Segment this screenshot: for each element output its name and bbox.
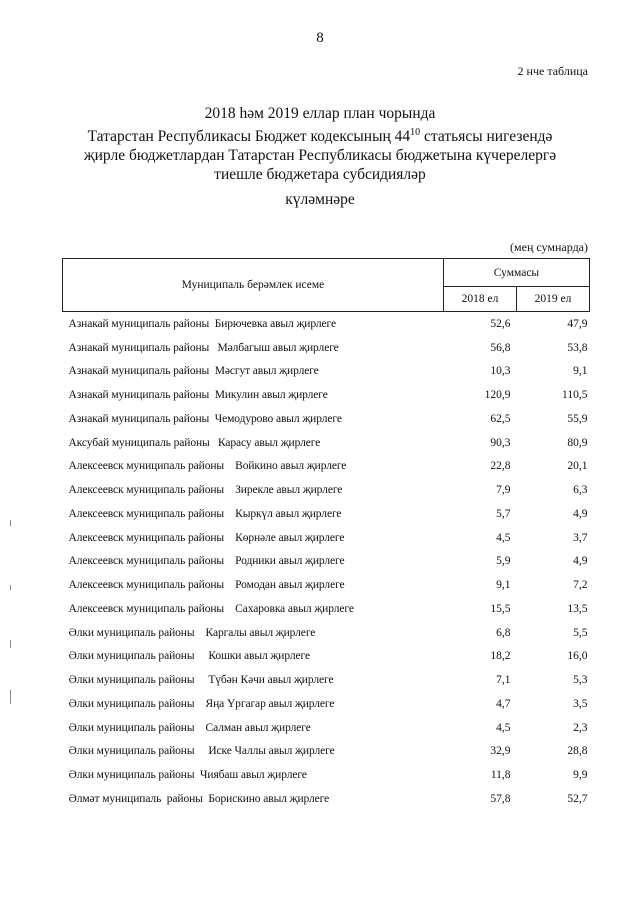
scan-mark — [10, 640, 11, 648]
amount-2018-cell: 5,7 — [496, 507, 511, 520]
municipality-name-cell: Әлки муниципаль районы Иске Чаллы авыл җирлеге — [68, 745, 335, 758]
amount-2019-cell: 47,9 — [567, 317, 588, 330]
amount-2019-cell: 110,5 — [562, 389, 588, 402]
amount-2019-cell: 2,3 — [573, 721, 588, 734]
table-row — [63, 407, 590, 431]
municipality-name-cell: Алексеевск муниципаль районы Кыркүл авыл җирлеге — [68, 507, 342, 520]
municipality-name-cell: Әлки муниципаль районы Яңа Үргагар авыл җирлеге — [68, 697, 335, 710]
municipality-name-cell: Алексеевск муниципаль районы Көрнәле авыл җирлеге — [68, 531, 345, 544]
table-row — [63, 763, 590, 787]
scan-mark — [10, 690, 11, 704]
scan-mark — [10, 520, 11, 526]
title-line-2-tail: статьясы нигезендә — [420, 128, 553, 146]
document-title — [0, 104, 640, 209]
municipality-name-cell: Әлки муниципаль районы Түбән Кәчи авыл җирлеге — [68, 674, 334, 687]
amount-2019-cell: 3,5 — [573, 697, 588, 710]
amount-2019-cell: 20,1 — [567, 460, 588, 473]
amount-2018-cell: 7,9 — [496, 484, 511, 497]
municipality-name-cell: Азнакай муниципаль районы Мәлбагыш авыл җирлеге — [68, 341, 339, 354]
municipality-name-cell: Аксубай муниципаль районы Карасу авыл җирлеге — [68, 436, 321, 449]
subsidies-table — [62, 258, 590, 811]
column-header-2019: 2019 ел — [517, 287, 590, 312]
amount-2018-cell: 56,8 — [490, 341, 511, 354]
amount-2019-cell: 3,7 — [573, 531, 588, 544]
municipality-name-cell: Азнакай муниципаль районы Чемодурово авыл җирлеге — [68, 412, 342, 425]
amount-2018-cell: 22,8 — [490, 460, 511, 473]
table-row — [63, 550, 590, 574]
table-row — [63, 645, 590, 669]
amount-2018-cell: 11,8 — [490, 769, 511, 782]
title-line-2-text: Татарстан Республикасы Бюджет кодексының 44 — [87, 128, 411, 146]
municipality-name-cell: Әлки муниципаль районы Чиябаш авыл җирлеге — [68, 769, 307, 782]
title-line-3: җирле бюджетлардан Татарстан Республикасы бюджетына күчерелергә — [83, 147, 557, 165]
municipality-name-cell: Азнакай муниципаль районы Микулин авыл җирлеге — [68, 389, 328, 402]
amount-2019-cell: 80,9 — [567, 436, 588, 449]
municipality-name-cell: Әлки муниципаль районы Салман авыл җирлеге — [68, 721, 311, 734]
table-row — [63, 526, 590, 550]
table-annex-label: 2 нче таблица — [517, 64, 588, 78]
table-row — [63, 431, 590, 455]
title-line-2 — [0, 123, 640, 146]
municipality-name-cell: Алексеевск муниципаль районы Сахаровка авыл җирлеге — [68, 602, 354, 615]
column-header-sum: Суммасы — [443, 259, 589, 287]
municipality-name-cell: Әлки муниципаль районы Кошки авыл җирлеге — [68, 650, 310, 663]
table-row — [63, 597, 590, 621]
scan-mark — [10, 585, 11, 590]
column-header-municipality: Муниципаль берәмлек исеме — [63, 259, 444, 312]
column-header-2018: 2018 ел — [443, 287, 516, 312]
amount-2018-cell: 52,6 — [490, 317, 511, 330]
amount-2018-cell: 6,8 — [496, 626, 511, 639]
table-row — [63, 478, 590, 502]
municipality-name-cell: Алексеевск муниципаль районы Зирекле авыл җирлеге — [68, 484, 343, 497]
table-row — [63, 502, 590, 526]
amount-2018-cell: 9,1 — [496, 579, 511, 592]
table-row — [63, 692, 590, 716]
amount-2019-cell: 4,9 — [573, 555, 588, 568]
table-row — [63, 716, 590, 740]
municipality-name-cell: Алексеевск муниципаль районы Родники авыл җирлеге — [68, 555, 345, 568]
amount-2018-cell: 4,5 — [496, 531, 511, 544]
amount-2018-cell: 5,9 — [496, 555, 511, 568]
table-row — [63, 360, 590, 384]
table-row — [63, 787, 590, 811]
amount-2018-cell: 57,8 — [490, 792, 511, 805]
municipality-name-cell: Азнакай муниципаль районы Бирючевка авыл җирлеге — [68, 317, 336, 330]
page-number: 8 — [316, 30, 324, 46]
table-row — [63, 383, 590, 407]
municipality-name-cell: Әлки муниципаль районы Каргалы авыл җирлеге — [68, 626, 316, 639]
table-row — [63, 573, 590, 597]
amount-2019-cell: 55,9 — [567, 412, 588, 425]
amount-2019-cell: 7,2 — [573, 579, 588, 592]
table-row — [63, 740, 590, 764]
title-line-2-superscript: 10 — [410, 127, 421, 138]
title-line-1: 2018 һәм 2019 еллар план чорында — [204, 105, 436, 122]
amount-2019-cell: 5,5 — [573, 626, 588, 639]
municipality-name-cell: Азнакай муниципаль районы Мәсгут авыл җирлеге — [68, 365, 319, 378]
table-row — [63, 668, 590, 692]
amount-2019-cell: 6,3 — [573, 484, 588, 497]
table-row — [63, 621, 590, 645]
table-body — [63, 312, 590, 811]
municipality-name-cell: Алексеевск муниципаль районы Войкино авыл җирлеге — [68, 460, 347, 473]
table-row — [63, 312, 590, 336]
amount-2019-cell: 9,9 — [573, 769, 588, 782]
amount-2018-cell: 32,9 — [490, 745, 511, 758]
amount-2018-cell: 10,3 — [490, 365, 511, 378]
amount-2018-cell: 7,1 — [496, 674, 511, 687]
amount-2018-cell: 4,7 — [496, 697, 511, 710]
amount-2018-cell: 18,2 — [490, 650, 511, 663]
title-line-4: тиешле бюджетара субсидияләр — [214, 166, 426, 184]
municipality-name-cell: Әлмәт муниципаль районы Борискино авыл җирлеге — [68, 792, 330, 805]
title-line-5: күләмнәре — [285, 191, 355, 209]
amount-2019-cell: 13,5 — [567, 602, 588, 615]
amount-2019-cell: 52,7 — [567, 792, 588, 805]
amount-2018-cell: 120,9 — [484, 389, 511, 402]
amount-2019-cell: 16,0 — [567, 650, 588, 663]
amount-2018-cell: 62,5 — [490, 412, 511, 425]
amount-2019-cell: 53,8 — [567, 341, 588, 354]
units-note: (мең сумнарда) — [510, 240, 588, 254]
municipality-name-cell: Алексеевск муниципаль районы Ромодан авыл җирлеге — [68, 579, 345, 592]
table-row — [63, 455, 590, 479]
amount-2018-cell: 4,5 — [496, 721, 511, 734]
amount-2019-cell: 5,3 — [573, 674, 588, 687]
table-row — [63, 336, 590, 360]
amount-2019-cell: 28,8 — [567, 745, 588, 758]
amount-2019-cell: 9,1 — [573, 365, 588, 378]
amount-2018-cell: 15,5 — [490, 602, 511, 615]
amount-2018-cell: 90,3 — [490, 436, 511, 449]
amount-2019-cell: 4,9 — [573, 507, 588, 520]
